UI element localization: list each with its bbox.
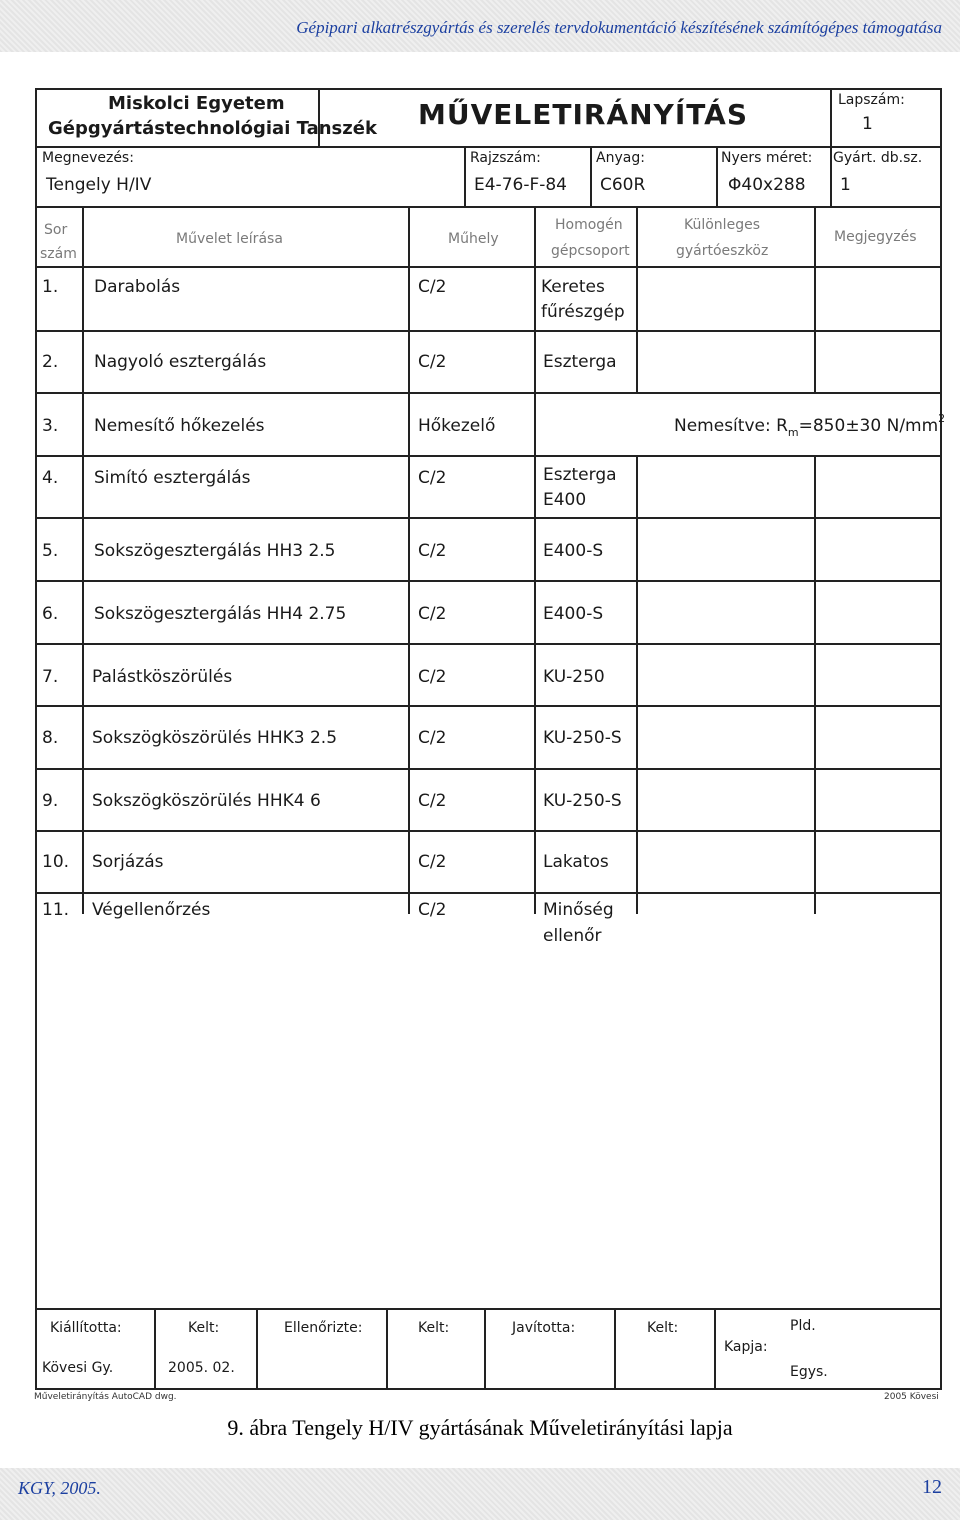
title-right-divider xyxy=(830,88,832,208)
row-2-machine: Eszterga xyxy=(543,352,617,372)
footer-author: KGY, 2005. xyxy=(18,1478,101,1498)
material-label: Anyag: xyxy=(596,150,645,166)
col-line-machine-b xyxy=(636,456,638,914)
row-6-shop: C/2 xyxy=(418,604,447,624)
footer-col-3 xyxy=(386,1308,388,1388)
row-8-shop: C/2 xyxy=(418,728,447,748)
revised-by-label: Javította: xyxy=(512,1320,576,1336)
row-4-shop: C/2 xyxy=(418,468,447,488)
row-3-operation: Nemesítő hőkezelés xyxy=(94,416,265,436)
raw-size-label: Nyers méret: xyxy=(721,150,813,166)
row-3-shop: Hőkezelő xyxy=(418,416,496,436)
row-9-machine: KU-250-S xyxy=(543,791,622,811)
issued-by-label: Kiállította: xyxy=(50,1320,122,1336)
drawing-number-value: E4-76-F-84 xyxy=(474,175,568,195)
row-10-shop: C/2 xyxy=(418,852,447,872)
row-line-4 xyxy=(35,517,940,519)
col-line-tool-a xyxy=(814,206,816,394)
col-header-shop: Műhely xyxy=(448,231,499,247)
footer-col-2 xyxy=(256,1308,258,1388)
row-10-machine: Lakatos xyxy=(543,852,609,872)
author-note: 2005 Kövesi xyxy=(884,1392,939,1402)
row-4-machine-line-2: E400 xyxy=(543,490,587,510)
material-value: C60R xyxy=(600,175,646,195)
row-1-operation: Darabolás xyxy=(94,277,181,297)
row-line-9 xyxy=(35,830,940,832)
row-7-shop: C/2 xyxy=(418,667,447,687)
name-label: Megnevezés: xyxy=(42,150,134,166)
info-divider-2 xyxy=(590,146,592,208)
date-value: 2005. 02. xyxy=(168,1360,235,1376)
frame-right-line xyxy=(940,88,942,1390)
figure-caption: 9. ábra Tengely H/IV gyártásának Műveletirányítási lapja xyxy=(227,1415,733,1440)
row-10-number: 10. xyxy=(42,852,70,872)
page-footer-band xyxy=(0,1468,960,1520)
row-1-number: 1. xyxy=(42,277,59,297)
row-4-machine-line-1: Eszterga xyxy=(543,465,617,485)
row-line-8 xyxy=(35,768,940,770)
row-1-shop: C/2 xyxy=(418,277,447,297)
col-line-tool-b xyxy=(814,456,816,914)
row-line-3 xyxy=(35,455,940,457)
row-8-machine: KU-250-S xyxy=(543,728,622,748)
page-number-label: Lapszám: xyxy=(838,92,905,108)
frame-top-line xyxy=(35,88,942,90)
footer-col-5 xyxy=(614,1308,616,1388)
columns-header-bottom xyxy=(35,266,940,268)
batch-size-label: Gyárt. db.sz. xyxy=(833,150,923,166)
footer-top-line xyxy=(35,1308,940,1310)
footer-page-number: 12 xyxy=(922,1476,942,1498)
checked-date-label: Kelt: xyxy=(418,1320,450,1336)
department-name: Gépgyártástechnológiai Tanszék xyxy=(48,118,377,139)
info-divider-1 xyxy=(464,146,466,208)
col-header-machine-2: gépcsoport xyxy=(551,243,630,259)
row-11-machine-line-2: ellenőr xyxy=(543,926,602,946)
row-line-6 xyxy=(35,643,940,645)
info-divider-3 xyxy=(716,146,718,208)
row-line-7 xyxy=(35,705,940,707)
row-7-machine: KU-250 xyxy=(543,667,605,687)
row-7-number: 7. xyxy=(42,667,59,687)
institution-name: Miskolci Egyetem xyxy=(108,93,285,114)
footer-col-1 xyxy=(154,1308,156,1388)
row-3-number: 3. xyxy=(42,416,59,436)
issued-by-value: Kövesi Gy. xyxy=(42,1360,114,1376)
row-5-shop: C/2 xyxy=(418,541,447,561)
col-line-machine-a xyxy=(636,206,638,394)
col-header-machine-1: Homogén xyxy=(555,217,623,233)
col-header-sor: Sor xyxy=(44,222,68,238)
cad-file-note: Műveletirányítás AutoCAD dwg. xyxy=(34,1392,177,1402)
row-5-number: 5. xyxy=(42,541,59,561)
revised-date-label: Kelt: xyxy=(647,1320,679,1336)
page-header-title: Gépipari alkatrészgyártás és szerelés tervdokumentáció készítésének számítógépes támogatása xyxy=(296,18,942,37)
row-1-machine-line-1: Keretes xyxy=(541,277,605,297)
info-bottom-line xyxy=(35,206,940,208)
batch-size-value: 1 xyxy=(840,175,851,195)
frame-bottom-line xyxy=(35,1388,942,1390)
row-6-machine: E400-S xyxy=(543,604,604,624)
row-line-2 xyxy=(35,392,940,394)
col-line-op xyxy=(408,206,410,914)
drawing-number-label: Rajzszám: xyxy=(470,150,541,166)
col-header-szam: szám xyxy=(40,246,77,262)
row-6-operation: Sokszögesztergálás HH4 2.75 xyxy=(94,604,347,624)
row-10-operation: Sorjázás xyxy=(92,852,164,872)
row-9-number: 9. xyxy=(42,791,59,811)
row-5-machine: E400-S xyxy=(543,541,604,561)
row-2-shop: C/2 xyxy=(418,352,447,372)
pld-label: Pld. xyxy=(790,1318,816,1334)
row-11-operation: Végellenőrzés xyxy=(92,900,211,920)
row-8-number: 8. xyxy=(42,728,59,748)
col-line-shop xyxy=(534,206,536,914)
row-3-remark: Nemesítve: $R_m=850\pm 30$ $N/mm^2$ xyxy=(674,412,946,439)
row-7-operation: Palástköszörülés xyxy=(92,667,233,687)
title-divider xyxy=(35,146,940,148)
row-1-machine-line-2: fűrészgép xyxy=(541,302,625,322)
date-label: Kelt: xyxy=(188,1320,220,1336)
row-11-machine-line-1: Minőség xyxy=(543,900,614,920)
footer-col-4 xyxy=(484,1308,486,1388)
frame-left-line xyxy=(35,88,37,1390)
row-4-number: 4. xyxy=(42,468,59,488)
checked-by-label: Ellenőrizte: xyxy=(284,1320,363,1336)
col-line-num xyxy=(82,206,84,914)
copies-label: Kapja: xyxy=(724,1339,768,1355)
page-number-value: 1 xyxy=(862,114,873,134)
row-9-shop: C/2 xyxy=(418,791,447,811)
col-header-tool-1: Különleges xyxy=(684,217,760,233)
footer-col-6 xyxy=(714,1308,716,1388)
row-6-number: 6. xyxy=(42,604,59,624)
name-value: Tengely H/IV xyxy=(46,175,152,195)
row-2-operation: Nagyoló esztergálás xyxy=(94,352,267,372)
row-line-5 xyxy=(35,580,940,582)
row-11-shop: C/2 xyxy=(418,900,447,920)
row-4-operation: Simító esztergálás xyxy=(94,468,251,488)
row-9-operation: Sokszögköszörülés HHK4 6 xyxy=(92,791,321,811)
egys-label: Egys. xyxy=(790,1364,828,1380)
row-8-operation: Sokszögköszörülés HHK3 2.5 xyxy=(92,728,338,748)
col-header-operation: Művelet leírása xyxy=(176,231,283,247)
row-11-number: 11. xyxy=(42,900,70,920)
raw-size-value: Φ40x288 xyxy=(728,175,806,195)
col-header-tool-2: gyártóeszköz xyxy=(676,243,769,259)
row-line-10 xyxy=(35,892,940,894)
row-2-number: 2. xyxy=(42,352,59,372)
form-title: MŰVELETIRÁNYÍTÁS xyxy=(418,98,749,131)
row-5-operation: Sokszögesztergálás HH3 2.5 xyxy=(94,541,336,561)
row-line-1 xyxy=(35,330,940,332)
col-header-remark: Megjegyzés xyxy=(834,229,917,245)
